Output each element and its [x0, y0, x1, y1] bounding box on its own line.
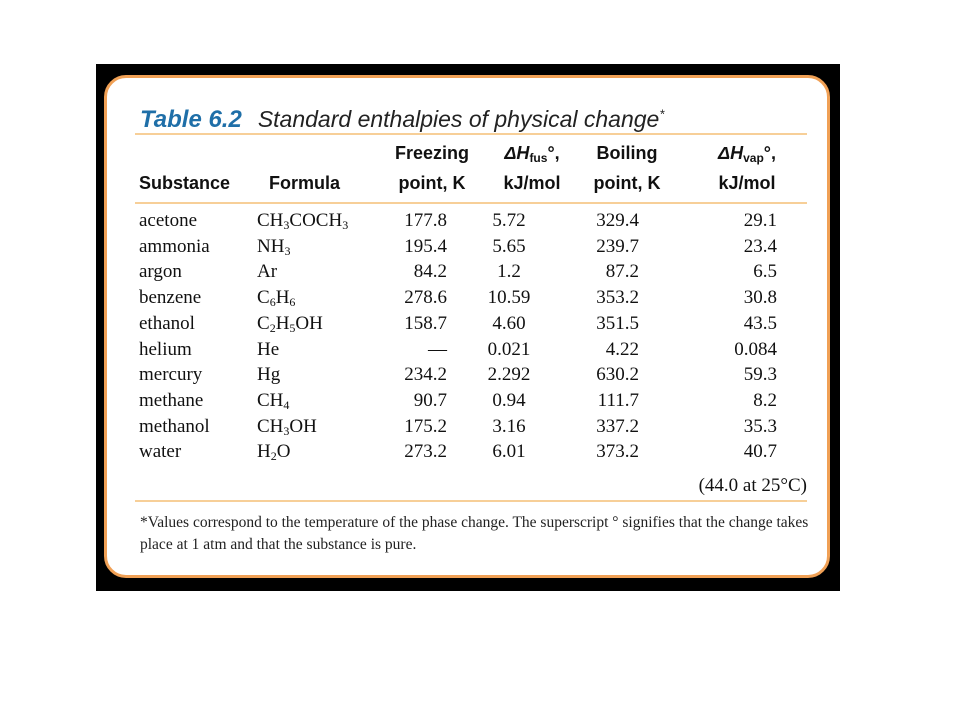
cell-hvap: 0.084 [734, 338, 777, 360]
cell-freezing: 273.2 [404, 441, 447, 463]
cell-boiling: 87.2 [605, 261, 639, 283]
cell-boiling: 630.2 [596, 364, 639, 386]
cell-formula [257, 311, 323, 336]
hfus-symbol: ΔH [504, 143, 530, 163]
formula-part: He [257, 338, 280, 360]
cell-hfus: 5.72 [492, 210, 526, 231]
cell-substance: mercury [139, 364, 203, 386]
header-hvap-unit: kJ/mol [718, 173, 776, 193]
cell-substance: ethanol [139, 312, 195, 334]
cell-freezing: 158.7 [404, 312, 447, 334]
formula-subscript: 2 [270, 449, 277, 464]
formula-part: CH [257, 389, 284, 411]
cell-freezing: — [428, 338, 447, 360]
hvap-subscript: vap [743, 151, 764, 165]
cell-hvap: 8.2 [753, 389, 777, 411]
formula-subscript: 2 [269, 320, 276, 335]
header-freezing-bottom: point, K [398, 173, 466, 193]
cell-boiling: 329.4 [596, 210, 639, 231]
cell-hfus: 0.021 [487, 338, 531, 360]
header-formula: Formula [269, 173, 341, 193]
cell-hfus: 3.16 [492, 415, 526, 437]
formula-part: CH [257, 415, 284, 437]
formula-part: Ar [257, 261, 278, 283]
cell-boiling: 337.2 [596, 415, 639, 437]
formula-subscript: 5 [289, 320, 296, 335]
cell-hvap: 40.7 [743, 441, 777, 463]
cell-freezing: 90.7 [413, 389, 447, 411]
cell-hfus: 2.292 [487, 364, 531, 386]
formula-part: C [257, 287, 270, 309]
table-row [107, 439, 827, 464]
cell-freezing: 177.8 [404, 210, 447, 231]
water-note: (44.0 at 25°C) [698, 475, 807, 496]
cell-formula [257, 362, 280, 387]
table-row [107, 285, 827, 310]
cell-formula [257, 337, 279, 362]
cell-hvap: 29.1 [743, 210, 777, 231]
footnote-rule [135, 500, 807, 502]
table-row [107, 388, 827, 413]
top-rule [135, 133, 807, 135]
formula-subscript: 4 [283, 397, 290, 412]
cell-formula [257, 234, 290, 259]
table-row [107, 414, 827, 439]
cell-hfus: 4.60 [492, 312, 526, 334]
formula-subscript: 3 [283, 218, 290, 232]
cell-hvap: 59.3 [743, 364, 777, 386]
cell-formula [257, 285, 295, 310]
formula-part: CH [257, 210, 284, 231]
hvap-symbol: ΔH [718, 143, 744, 163]
cell-substance: acetone [139, 210, 198, 231]
table-row [107, 234, 827, 259]
cell-substance: methane [139, 389, 204, 411]
hvap-suffix: °, [763, 143, 776, 163]
formula-part: NH [257, 235, 285, 257]
cell-freezing: 175.2 [404, 415, 447, 437]
cell-boiling: 239.7 [596, 235, 639, 257]
cell-substance: methanol [139, 415, 210, 437]
cell-substance: ammonia [139, 235, 210, 257]
cell-freezing: 278.6 [404, 287, 447, 309]
formula-part: OH [295, 312, 323, 334]
formula-part: COCH [289, 210, 343, 231]
table-header [107, 140, 827, 200]
cell-substance: argon [139, 261, 182, 283]
table-footnote: *Values correspond to the temperature of the phase change. The superscript ° signifies that the change takes place at 1 atm and that the substance is pure. [140, 514, 809, 553]
cell-formula [257, 414, 317, 439]
cell-boiling: 353.2 [596, 287, 639, 309]
cell-boiling: 373.2 [596, 441, 639, 463]
cell-substance: helium [139, 338, 192, 360]
hfus-suffix: °, [547, 143, 560, 163]
formula-subscript: 3 [283, 423, 290, 438]
table-card [104, 75, 830, 578]
title-text: Standard enthalpies of physical change [257, 105, 660, 132]
cell-hfus: 10.59 [487, 287, 531, 309]
cell-hvap: 43.5 [743, 312, 777, 334]
formula-subscript: 6 [289, 295, 296, 310]
header-hfus [487, 140, 577, 166]
formula-part: H [275, 312, 290, 334]
cell-hvap: 23.4 [743, 235, 777, 257]
cell-hvap: 6.5 [753, 261, 777, 283]
formula-subscript: 3 [284, 243, 291, 258]
cell-formula [257, 439, 290, 464]
table-title-text [258, 106, 665, 132]
formula-part: OH [289, 415, 317, 437]
header-hvap [697, 140, 797, 166]
table-label: Table 6.2 [140, 105, 242, 133]
formula-subscript: 3 [342, 218, 349, 232]
cell-boiling: 351.5 [596, 312, 639, 334]
header-freezing-top: Freezing [394, 143, 469, 163]
cell-freezing: 84.2 [413, 261, 447, 283]
formula-part: Hg [257, 364, 281, 386]
header-hfus-unit: kJ/mol [503, 173, 561, 193]
title-footnote-marker: * [659, 106, 665, 121]
cell-hfus: 5.65 [492, 235, 526, 257]
hfus-subscript: fus [529, 151, 548, 165]
cell-hfus: 1.2 [497, 261, 521, 283]
cell-freezing: 195.4 [404, 235, 447, 257]
table-row [107, 337, 827, 362]
formula-part: H [275, 287, 290, 309]
cell-boiling: 111.7 [597, 389, 639, 411]
table-title [140, 94, 807, 134]
formula-part: H [257, 441, 271, 463]
cell-hfus: 6.01 [492, 441, 526, 463]
table-row [107, 208, 827, 233]
formula-subscript: 6 [269, 295, 276, 310]
cell-formula [257, 208, 348, 233]
table-row [107, 362, 827, 387]
cell-boiling: 4.22 [605, 338, 639, 360]
cell-formula [257, 388, 289, 413]
formula-part: O [276, 441, 291, 463]
cell-hfus: 0.94 [492, 389, 526, 411]
cell-substance: water [139, 441, 182, 463]
header-substance: Substance [139, 173, 231, 193]
cell-formula [257, 259, 277, 284]
header-boiling-bottom: point, K [593, 173, 661, 193]
header-rule [135, 202, 807, 204]
formula-part: C [257, 312, 270, 334]
cell-freezing: 234.2 [404, 364, 447, 386]
table-row [107, 311, 827, 336]
cell-substance: benzene [139, 287, 202, 309]
table-row [107, 259, 827, 284]
cell-hvap: 30.8 [743, 287, 777, 309]
header-boiling-top: Boiling [596, 143, 658, 163]
cell-hvap: 35.3 [743, 415, 777, 437]
